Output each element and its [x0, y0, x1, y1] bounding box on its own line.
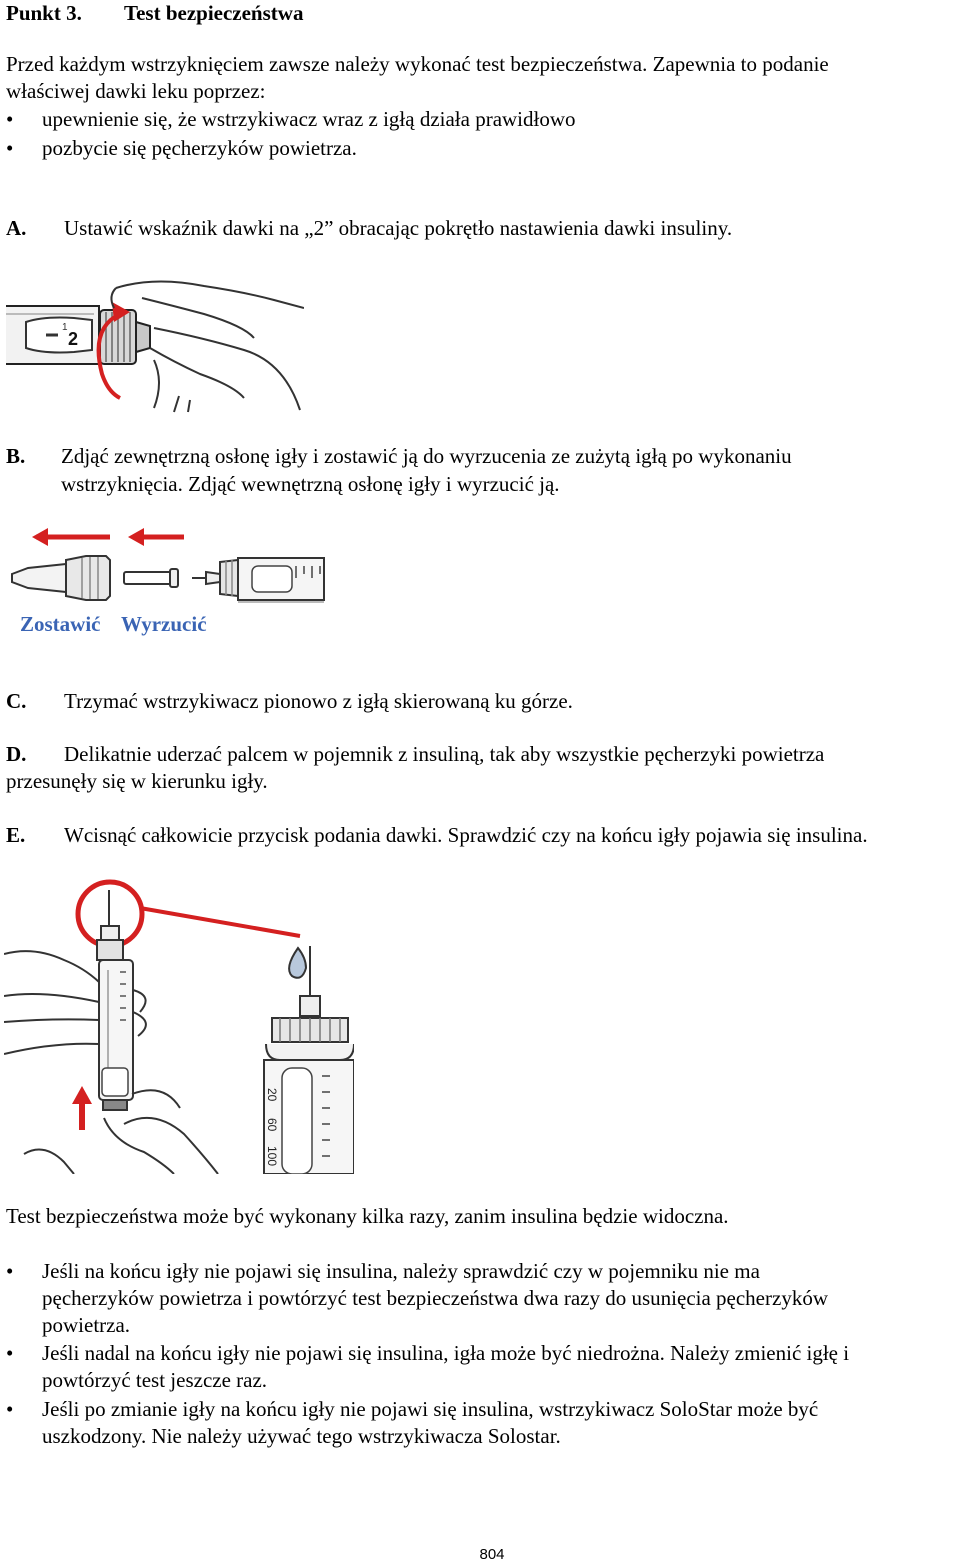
section-number: Punkt 3.: [6, 1, 82, 25]
scale-label-60: 60: [265, 1118, 279, 1132]
final-bullet-1-line-3: powietrza.: [42, 1313, 131, 1337]
scale-label-20: 20: [265, 1088, 279, 1102]
arrow-left-icon: [128, 528, 144, 546]
caption-discard: Wyrzucić: [121, 612, 207, 636]
section-title: Test bezpieczeństwa: [124, 1, 304, 25]
intro-bullet-1: upewnienie się, że wstrzykiwacz wraz z igłą działa prawidłowo: [42, 107, 576, 131]
step-a-label: A.: [6, 216, 27, 240]
final-bullet-mark-2: •: [6, 1341, 14, 1365]
section-heading: [6, 0, 303, 27]
final-bullet-mark-3: •: [6, 1397, 14, 1421]
step-c-label: C.: [6, 689, 27, 713]
intro-line-1: Przed każdym wstrzyknięciem zawsze należy wykonać test bezpieczeństwa. Zapewnia to podanie: [6, 52, 829, 76]
intro-bullet-2: pozbycie się pęcherzyków powietrza.: [42, 136, 357, 160]
outer-needle-cap: [12, 564, 66, 592]
dose-value: 2: [68, 329, 79, 349]
inner-needle-cap: [124, 572, 174, 584]
step-e-label: E.: [6, 823, 26, 847]
scale-label-100: 100: [265, 1146, 279, 1167]
caption-keep: Zostawić: [20, 612, 101, 636]
dose-scale-upper: 1: [62, 322, 68, 333]
step-d-label: D.: [6, 742, 27, 766]
final-bullet-2-line-1: Jeśli nadal na końcu igły nie pojawi się insulina, igła może być niedrożna. Należy zmienić igłę i: [42, 1341, 850, 1365]
step-b-label: B.: [6, 444, 26, 468]
intro-bullet-mark-1: •: [6, 107, 14, 131]
dose-knob-illustration: [4, 278, 304, 414]
step-e-text: Wcisnąć całkowicie przycisk podania dawki. Sprawdzić czy na końcu igły pojawia się insulina.: [64, 823, 868, 847]
note-text: Test bezpieczeństwa może być wykonany kilka razy, zanim insulina będzie widoczna.: [6, 1204, 729, 1228]
step-b-line-2: wstrzyknięcia. Zdjąć wewnętrzną osłonę igły i wyrzucić ją.: [61, 472, 560, 496]
final-bullet-1-line-2: pęcherzyków powietrza i powtórzyć test bezpieczeństwa dwa razy do usunięcia pęcherzyków: [42, 1286, 828, 1310]
final-bullet-mark-1: •: [6, 1259, 14, 1283]
step-b-line-1: Zdjąć zewnętrzną osłonę igły i zostawić ją do wyrzucenia ze zużytą igłą po wykonaniu: [61, 444, 792, 468]
insulin-droplet: [289, 948, 306, 978]
final-bullet-3-line-2: uszkodzony. Nie należy używać tego wstrzykiwacza Solostar.: [42, 1424, 561, 1448]
final-bullet-3-line-1: Jeśli po zmianie igły na końcu igły nie pojawi się insulina, wstrzykiwacz SoloStar może być: [42, 1397, 819, 1421]
step-a-text: Ustawić wskaźnik dawki na „2” obracając pokrętło nastawienia dawki insuliny.: [64, 216, 733, 240]
step-d-line-2: przesunęły się w kierunku igły.: [6, 769, 268, 793]
intro-line-2: właściwej dawki leku poprzez:: [6, 79, 266, 103]
final-bullet-2-line-2: powtórzyć test jeszcze raz.: [42, 1368, 268, 1392]
step-d-line-1: Delikatnie uderzać palcem w pojemnik z insuliną, tak aby wszystkie pęcherzyki powietrza: [64, 742, 825, 766]
upright-pen-illustration: [4, 872, 354, 1174]
arrow-up-icon: [72, 1086, 92, 1104]
arrow-left-icon: [32, 528, 48, 546]
final-bullet-1-line-1: Jeśli na końcu igły nie pojawi się insulina, należy sprawdzić czy w pojemniku nie ma: [42, 1259, 760, 1283]
intro-bullet-mark-2: •: [6, 136, 14, 160]
page-number: 804: [479, 1546, 505, 1563]
step-c-text: Trzymać wstrzykiwacz pionowo z igłą skierowaną ku górze.: [64, 689, 573, 713]
needle-caps-illustration: [6, 522, 326, 612]
